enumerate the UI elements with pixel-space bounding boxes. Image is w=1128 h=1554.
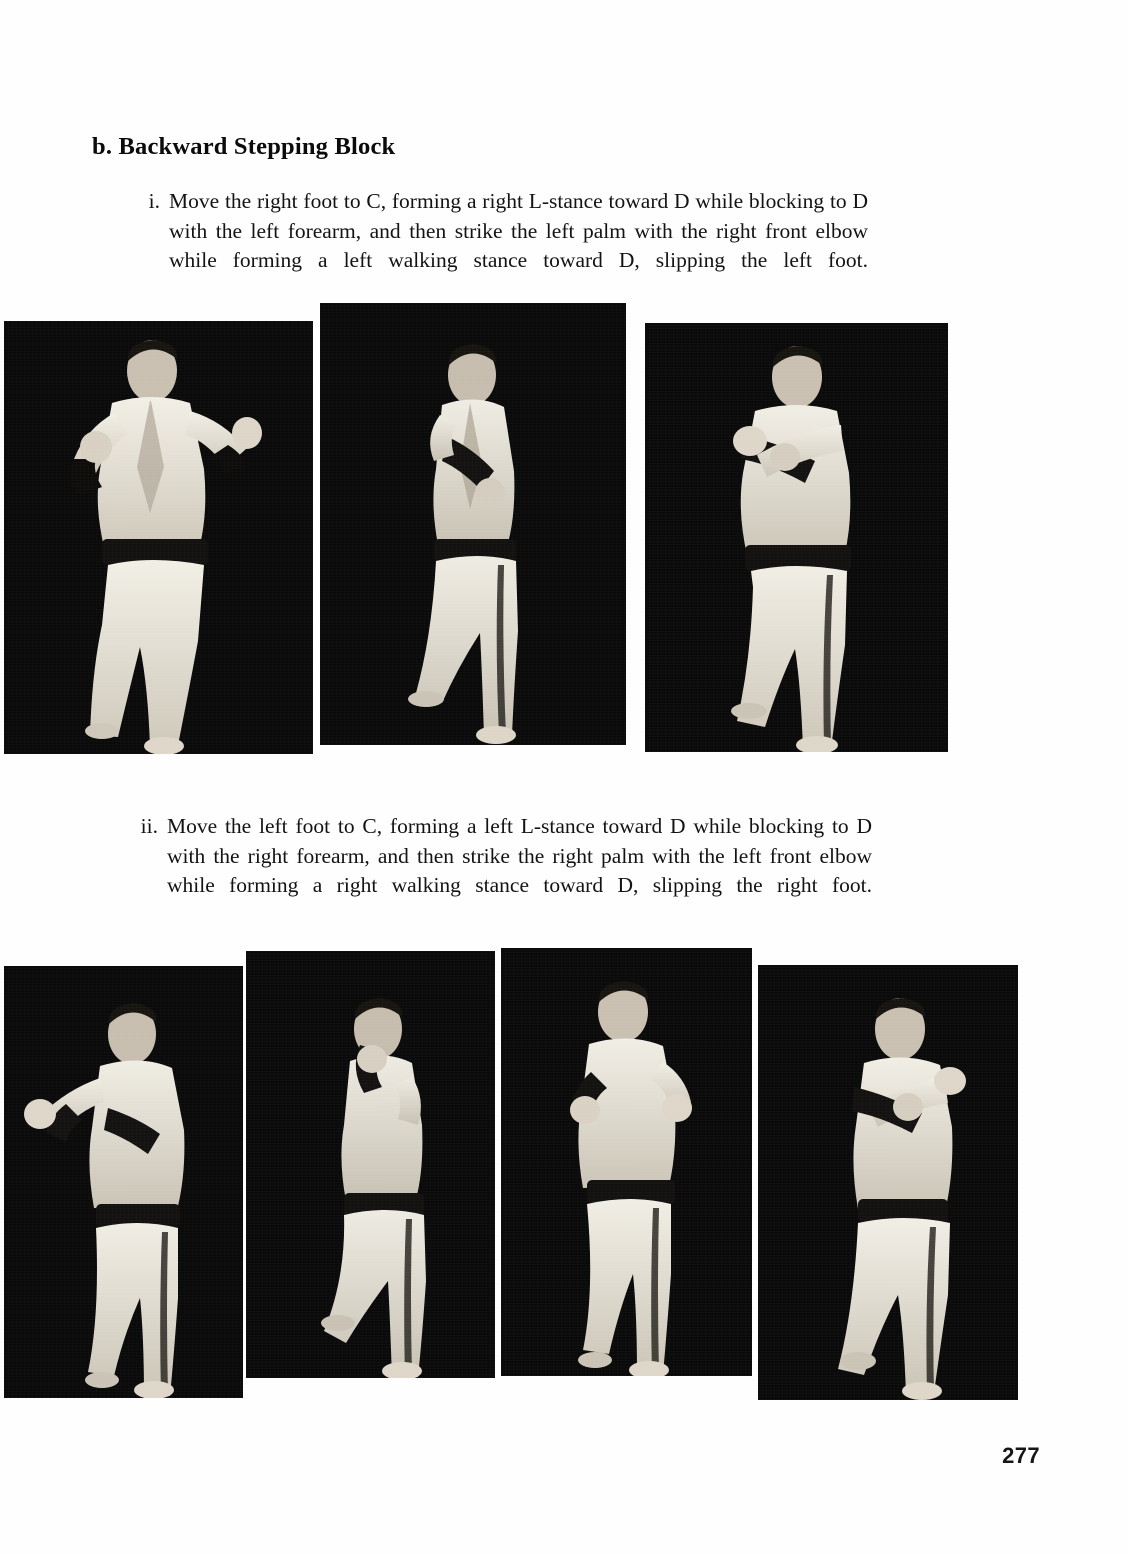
photo-step-ii-2	[246, 951, 495, 1378]
step-paragraph-ii	[124, 812, 872, 930]
photo-step-ii-1	[4, 966, 243, 1398]
step-paragraph-i	[126, 187, 868, 305]
photo-step-i-2	[320, 303, 626, 745]
step-text-ii: Move the left foot to C, forming a left L-stance toward D while blocking to D with the right forearm, and then strike the right palm with the left front elbow while forming a right walking stance toward D, slipping the right foot.	[167, 814, 872, 897]
step-marker-ii: ii.	[140, 814, 158, 838]
photo-step-i-1	[4, 321, 313, 754]
section-heading: b. Backward Stepping Block	[92, 133, 396, 160]
page-number: 277	[1002, 1443, 1040, 1468]
step-text-i: Move the right foot to C, forming a right L-stance toward D while blocking to D with the left forearm, and then strike the left palm with the right front elbow while forming a left walking stance toward D, slipping the left foot.	[169, 189, 868, 272]
photo-step-ii-4	[758, 965, 1018, 1400]
photo-step-ii-3	[501, 948, 752, 1376]
step-marker-i: i.	[148, 189, 160, 213]
photo-step-i-3	[645, 323, 948, 752]
